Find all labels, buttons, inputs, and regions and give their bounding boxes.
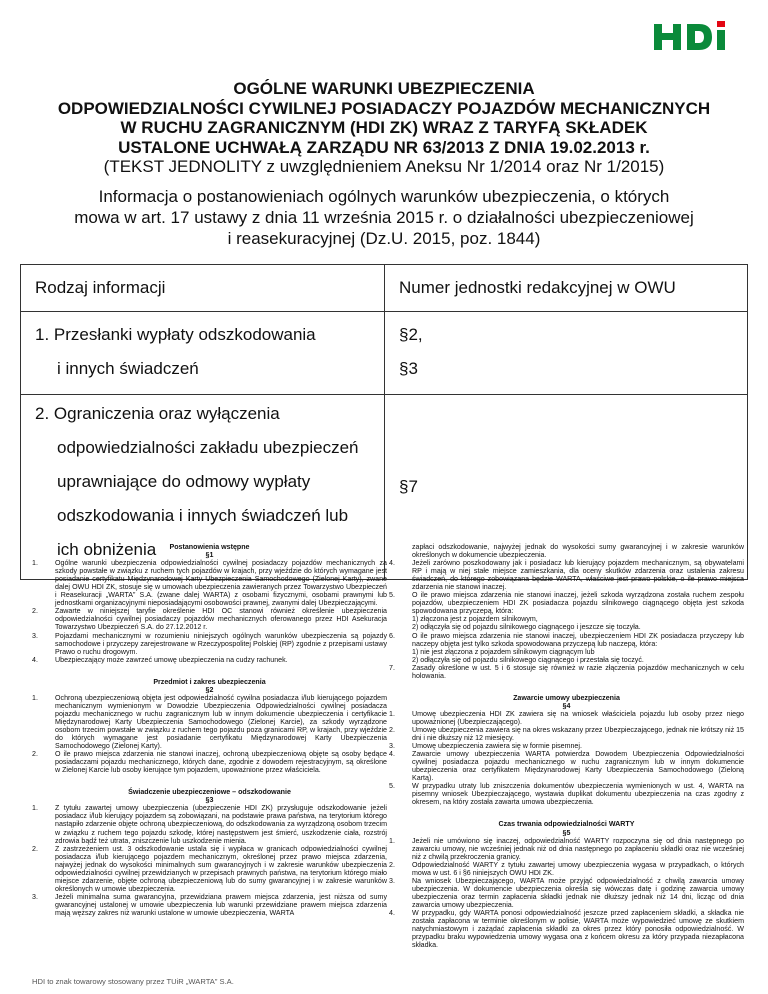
- list-item: 4. Jeżeli zarówno poszkodowany jak i posiadacz lub kierujący pojazdem mechanicznym, są obywatelami RP i mają w niej stałe miejsce zamieszkania, dla oceny skutków zdarzenia oraz ustalenia zakresu świadczeń, do którego zobowiązana będzie WARTA, właściwe jest prawo polskie, o ile prawo miejsca zdarzenia nie stanowi inaczej.: [389, 559, 744, 592]
- s4-para: §4: [562, 701, 571, 710]
- info-paragraph: [20, 186, 748, 249]
- table-row: [21, 312, 748, 395]
- info-table: [20, 264, 748, 580]
- list-item: 1. Ochroną ubezpieczeniową objęta jest odpowiedzialność cywilna posiadacza i/lub kierującego pojazdem mechanicznym wymienionym w Dowodzie Ubezpieczenia Odpowiedzialności cywilnej posiadacza pojazdu mechanicznego w ruchu zagranicznym lub w innym dokumencie ubezpieczenia i certyfikacie Międzynarodowej Karty Ubezpieczenia Samochodowego (Zielonej Karcie), za szkody wyrządzone osobom trzecim powstałe w związku z ruchem tego pojazdu poza granicami RP, w krajach, przy wjeździe do których wymagane jest posiadanie certyfikatu Międzynarodowej Karty Ubezpieczenia Samochodowego (Zielonej Karty).: [32, 693, 387, 751]
- list-item: 2. Umowę ubezpieczenia zawiera się na okres wskazany przez Ubezpieczającego, jednak nie krótszy niż 15 dni i nie dłuższy niż 12 miesięcy.: [389, 725, 744, 743]
- row2-left-5: ich obniżenia: [57, 540, 157, 559]
- list-item: 4. Ubezpieczający może zawrzeć umowę ubezpieczenia na cudzy rachunek.: [32, 655, 288, 664]
- info-line-3: i reasekuracyjnej (Dz.U. 2015, poz. 1844): [227, 229, 541, 248]
- sub-item: 1) złączona jest z pojazdem silnikowym,: [412, 615, 538, 624]
- title-line-2: ODPOWIEDZIALNOŚCI CYWILNEJ POSIADACZY POJAZDÓW MECHANICZNYCH: [57, 98, 711, 118]
- s4-title: Zawarcie umowy ubezpieczenia: [513, 693, 620, 702]
- s1-title: Postanowienia wstępne: [169, 543, 250, 551]
- sub-item: 2) odłączyła się od pojazdu silnikowego ciągnącego i jeszcze się toczyła.: [412, 623, 641, 632]
- hdi-logo: [654, 21, 738, 53]
- list-item: 1. Ogólne warunki ubezpieczenia odpowiedzialności cywilnej posiadaczy pojazdów mechanicznych za szkody powstałe w związku z ruchem tych pojazdów w krajach, przy wjeździe do których wymagane jest posiadanie certyfikatu Międzynarodowej Karty Ubezpieczenia Samochodowego (Zielonej Karty), zwane dalej OWU HDI ZK, stosuje się w umowach ubezpieczenia zawieranych przez Towarzystwo Ubezpieczeń i Reasekuracji „WARTA” S.A. (zwane dalej WARTA) z osobami fizycznymi, osobami prawnymi lub jednostkami organizacyjnymi nieposiadającymi osobowości prawnej, zwanymi dalej Ubezpieczającymi.: [32, 559, 387, 608]
- table-header-row: [21, 265, 748, 312]
- row2-left-4: odszkodowania i innych świadczeń lub: [57, 506, 349, 525]
- header-left: Rodzaj informacji: [21, 265, 385, 312]
- list-item: 7. Zasady określone w ust. 5 i 6 stosuje się również w razie złączenia pojazdów mechanicznych w celu holowania.: [389, 663, 744, 680]
- list-item: 4. W przypadku, gdy WARTA ponosi odpowiedzialność jeszcze przed zapłaceniem składki, a składka nie została zapłacona w terminie określonym w polisie, WARTA może wypowiedzieć umowę ze skutkiem natychmiastowym i zażądać zapłacenia składki za okres przez który ponosiła odpowiedzialność. W przypadku braku wypowiedzenia umowy wygasa ona z końcem okresu za który przypada niezapłacona składka.: [389, 908, 744, 950]
- row2-right: §7: [385, 395, 748, 580]
- section-title: [32, 678, 387, 694]
- section-title: [32, 788, 387, 804]
- s1-para: §1: [205, 551, 214, 560]
- row1-right-1: §2,: [399, 325, 423, 344]
- s3-para: §3: [205, 796, 214, 805]
- sub-item: 1) nie jest złączona z pojazdem silnikowym ciągnącym lub: [412, 647, 595, 656]
- row2-left-2: odpowiedzialności zakładu ubezpieczeń: [57, 438, 359, 457]
- list-item: 2. Zawarte w niniejszej taryfie określenie HDI OC stanowi również określenie ubezpieczenia odpowiedzialności cywilnej posiadaczy pojazdów mechanicznych oferowanego przez HDI Asekuracja Towarzystwo Ubezpieczeń S.A. do 27.12.2012 r.: [32, 607, 387, 632]
- document-title: [20, 79, 748, 177]
- row2-left-3: uprawniające do odmowy wypłaty: [57, 472, 311, 491]
- right-column: [389, 543, 744, 949]
- s2-title: Przedmiot i zakres ubezpieczenia: [153, 677, 266, 686]
- list-item: 3. Umowę ubezpieczenia zawiera się w formie pisemnej.: [389, 742, 582, 751]
- list-item: 1. Jeżeli nie umówiono się inaczej, odpowiedzialność WARTY rozpoczyna się od dnia następnego po zawarciu umowy, nie wcześniej jednak niż od dnia następnego po zapłaceniu składki oraz nie wcześniej niż z chwilą przekroczenia granicy.: [389, 836, 744, 861]
- section-title: [389, 694, 744, 710]
- row1-right-2: §3: [399, 359, 418, 378]
- list-item: 3. Pojazdami mechanicznymi w rozumieniu niniejszych ogólnych warunków ubezpieczenia są pojazdy samochodowe i przyczepy zarejestrowane w Rzeczypospolitej Polskiej (RP) zgodnie z przepisami ustawy Prawo o ruchu drogowym.: [32, 631, 387, 656]
- list-item: 1. Z tytułu zawartej umowy ubezpieczenia (ubezpieczenie HDI ZK) przysługuje odszkodowanie jeżeli posiadacz i/lub kierujący pojazdem są zobowiązani, na podstawie prawa państwa, na terytorium którego nastąpiło zdarzenie objęte ochroną ubezpieczeniową, do odszkodowania za wyrządzoną osobom trzecim w związku z ruchem tego pojazdu szkodę, której następstwem jest śmierć, uszkodzenie ciała, rozstrój zdrowia bądź też utrata, zniszczenie lub uszkodzenie mienia.: [32, 804, 387, 845]
- s3-title: Świadczenie ubezpieczeniowe – odszkodowanie: [128, 788, 291, 797]
- list-item: 5. W przypadku utraty lub zniszczenia dokumentów ubezpieczenia wymienionych w ust. 4, WARTA na pisemny wniosek Ubezpieczającego, wystawia duplikat dokumentu ubezpieczenia na czas zgodny z okresem, na który została zawarta umowa ubezpieczenia.: [389, 782, 744, 807]
- info-line-2: mowa w art. 17 ustawy z dnia 11 września 2015 r. o działalności ubezpieczeniowej: [74, 208, 694, 227]
- footer-note: HDI to znak towarowy stosowany przez TUiR „WARTA” S.A.: [32, 977, 234, 986]
- list-item: 3. Jeżeli minimalna suma gwarancyjna, przewidziana prawem miejsca zdarzenia, jest niższa od sumy gwarancyjnej ustalonej w umowie ubezpieczenia lub warunki przewidziane prawem miejsca zdarzenia mają węższy zakres niż warunki ustalone w umowie ubezpieczenia, WARTA: [32, 892, 387, 917]
- left-column: [32, 543, 387, 917]
- title-line-5: (TEKST JEDNOLITY z uwzględnieniem Aneksu Nr 1/2014 oraz Nr 1/2015): [103, 157, 665, 176]
- s5-title: Czas trwania odpowiedzialności WARTY: [498, 820, 635, 829]
- list-item: 2. Z zastrzeżeniem ust. 3 odszkodowanie ustala się i wypłaca w granicach odpowiedzialności cywilnej posiadacza i/lub kierującego pojazdem mechanicznym, określonej przez prawo miejsca zdarzenia, najwyżej jednak do wysokości minimalnych sum gwarancyjnych i w zakresie warunków ubezpieczenia odpowiedzialności cywilnej przewidzianych w przepisach prawnych państwa, na terytorium którego miało miejsce zdarzenie, objęte ochroną ubezpieczeniową lub do sumy gwarancyjnej i w zakresie warunków określonych w umowie ubezpieczenia.: [32, 844, 387, 893]
- list-item: 4. Zawarcie umowy ubezpieczenia WARTA potwierdza Dowodem Ubezpieczenia Odpowiedzialności cywilnej posiadacza pojazdu mechanicznego w ruchu zagranicznym lub w innym dokumencie ubezpieczenia oraz certyfikatem Międzynarodowej Karty Ubezpieczenia Samochodowego (Zieloną Kartą).: [389, 750, 744, 783]
- row1-left-1: 1. Przesłanki wypłaty odszkodowania: [35, 325, 316, 344]
- s5-para: §5: [562, 828, 571, 837]
- s3-continuation: zapłaci odszkodowanie, najwyżej jednak do wysokości sumy gwarancyjnej i w zakresie warunków określonych w dokumencie ubezpieczenia.: [412, 543, 744, 560]
- title-line-4: USTALONE UCHWAŁĄ ZARZĄDU NR 63/2013 Z DNIA 19.02.2013 r.: [118, 137, 650, 157]
- header-right: Numer jednostki redakcyjnej w OWU: [385, 265, 748, 312]
- sub-item: 2) odłączyła się od pojazdu silnikowego ciągnącego i przestała się toczyć.: [412, 655, 644, 664]
- title-line-1: OGÓLNE WARUNKI UBEZPIECZENIA: [233, 79, 535, 98]
- s2-para: §2: [205, 685, 214, 694]
- section-title: [32, 543, 387, 559]
- list-item: 2. Odpowiedzialność WARTY z tytułu zawartej umowy ubezpieczenia wygasa w przypadkach, o których mowa w ust. 6 i §6 niniejszych OWU HDI ZK.: [389, 860, 744, 877]
- row1-left-2: i innych świadczeń: [57, 359, 199, 378]
- section-title: [389, 820, 744, 836]
- list-item: 6. O ile prawo miejsca zdarzenia nie stanowi inaczej, ubezpieczeniem HDI ZK posiadacza przyczepy lub naczepy objęta jest tylko szkoda spowodowana przyczepą lub naczepą, która:: [389, 631, 744, 648]
- list-item: 5. O ile prawo miejsca zdarzenia nie stanowi inaczej, jeżeli szkoda wyrządzona została ruchem zespołu pojazdów, ubezpieczeniem HDI ZK posiadacza pojazdu silnikowego ciągnącego objęta jest szkoda spowodowana przyczepą, która:: [389, 591, 744, 616]
- list-item: 3. Na wniosek Ubezpieczającego, WARTA może przyjąć odpowiedzialność z chwilą zawarcia umowy ubezpieczenia. W dokumencie ubezpieczenia określa się wówczas datę i godzinę zawarcia umowy ubezpieczenia oraz termin zapłacenia składki jednak nie dłuższy jednak niż 14 dni, licząc od dnia zawarcia umowy ubezpieczenia.: [389, 876, 744, 909]
- info-line-1: Informacja o postanowieniach ogólnych warunków ubezpieczenia, o których: [98, 187, 670, 206]
- list-item: 2. O ile prawo miejsca zdarzenia nie stanowi inaczej, ochroną ubezpieczeniową objęte są osoby będące posiadaczami pojazdu mechanicznego, których dane, zgodnie z dowodem rejestracyjnym, są określone w Zielonej Karcie lub osoby kierujące tym pojazdem, upoważnione przez właściciela.: [32, 750, 387, 775]
- list-item: 1. Umowę ubezpieczenia HDI ZK zawiera się na wniosek właściciela pojazdu lub osoby przez niego upoważnionej (Ubezpieczającego).: [389, 709, 744, 726]
- row2-left-1: 2. Ograniczenia oraz wyłączenia: [35, 404, 280, 423]
- title-line-3: W RUCHU ZAGRANICZNYM (HDI ZK) WRAZ Z TARYFĄ SKŁADEK: [120, 118, 648, 137]
